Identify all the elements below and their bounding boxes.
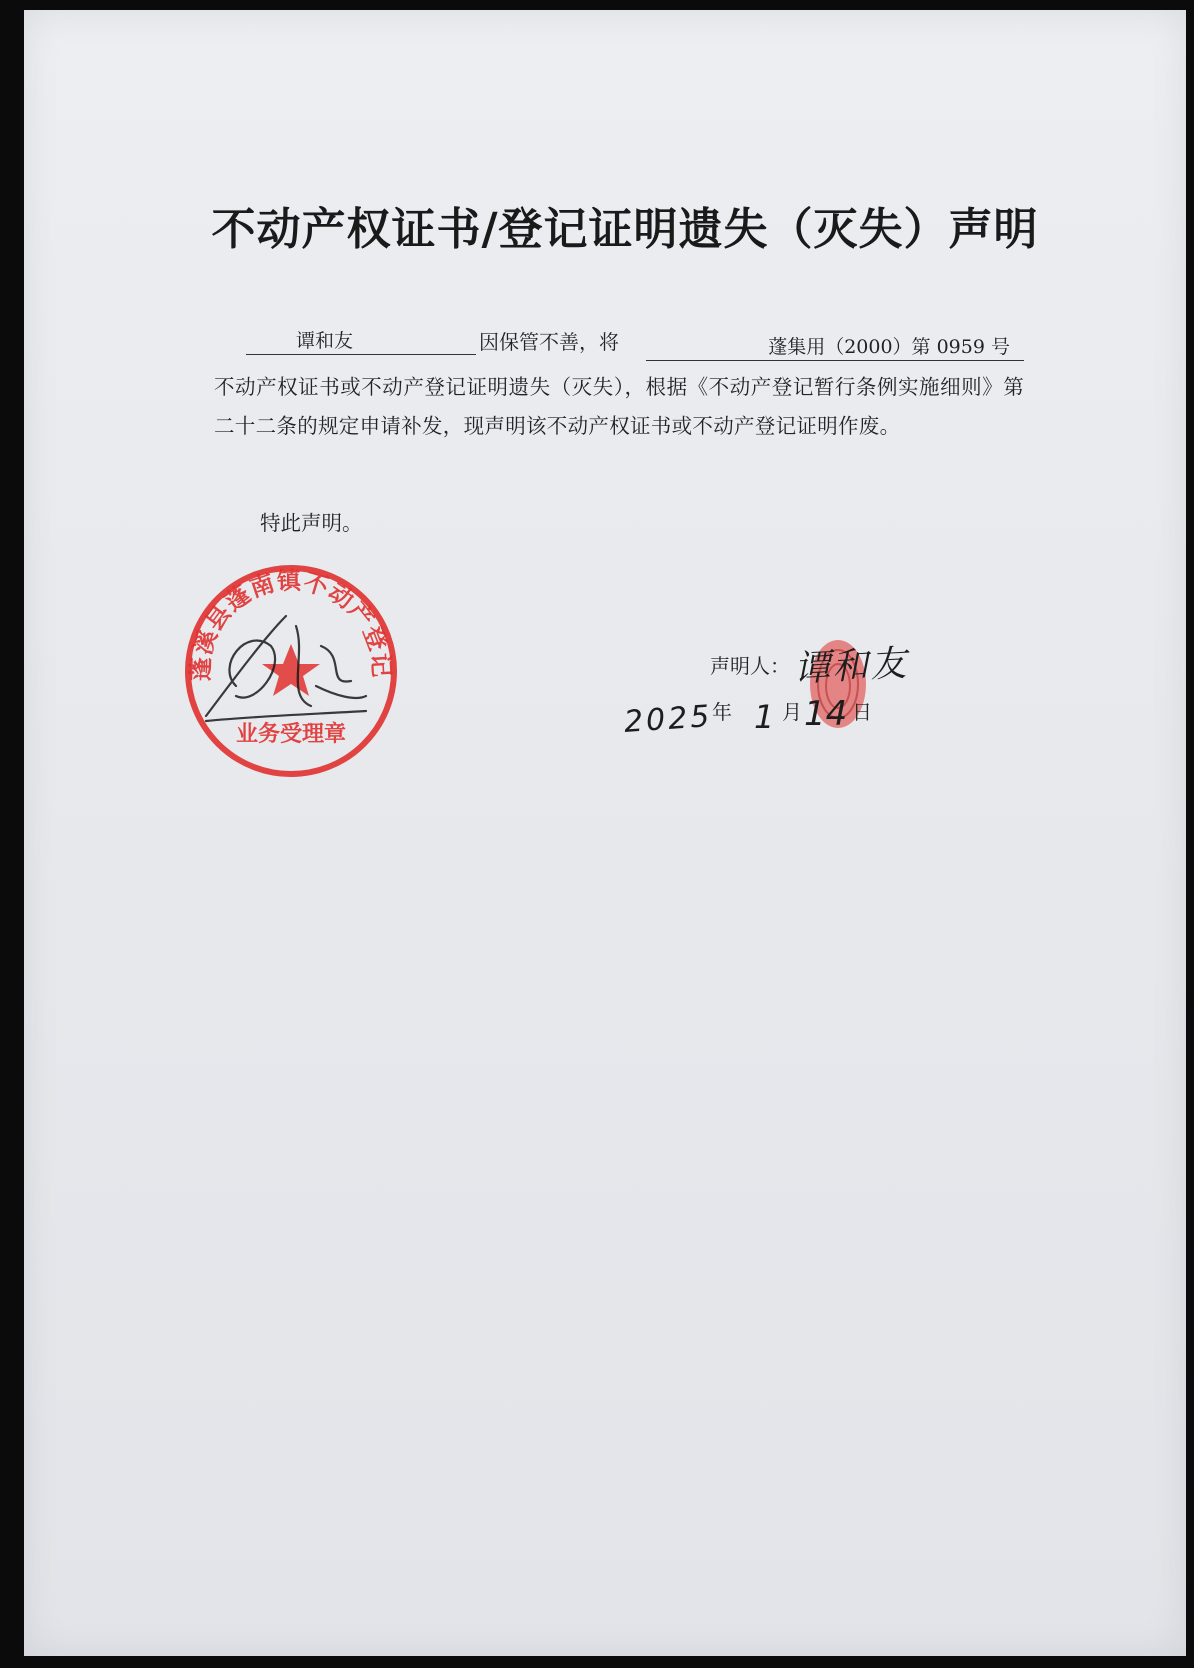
date-day-handwritten: 14 (804, 694, 848, 734)
owner-name-field (246, 326, 476, 355)
document-title: 不动产权证书/登记证明遗失（灭失）声明 (211, 204, 1039, 255)
date-year-label: 年 (712, 700, 732, 724)
svg-text:业务受理章: 业务受理章 (235, 722, 347, 747)
owner-name-value: 谭和友 (296, 330, 354, 352)
declarant-label: 声明人： (710, 654, 790, 678)
date-month-label: 月 (782, 700, 802, 724)
reason-text: 因保管不善，将 (479, 330, 619, 354)
declarant-signature: 谭和友 (793, 643, 910, 690)
certificate-number-field (646, 332, 1024, 361)
date-year-handwritten: 2025 (622, 698, 714, 741)
date-month-handwritten: 1 (754, 698, 775, 736)
declaration-body: 不动产权证书或不动产登记证明遗失（灭失），根据《不动产登记暂行条例实施细则》第二十二条的规定申请补发，现声明该不动产权证书或不动产登记证明作废。 (214, 375, 1024, 438)
document-page (24, 10, 1186, 1656)
official-seal (176, 556, 406, 786)
svg-text:蓬溪县蓬南镇不动产登记: 蓬溪县蓬南镇不动产登记 (186, 566, 396, 682)
certificate-number-value: 蓬集用（2000）第 0959 号 (768, 336, 1010, 358)
closing-text: 特此声明。 (260, 511, 363, 535)
date-day-label: 日 (852, 700, 872, 724)
